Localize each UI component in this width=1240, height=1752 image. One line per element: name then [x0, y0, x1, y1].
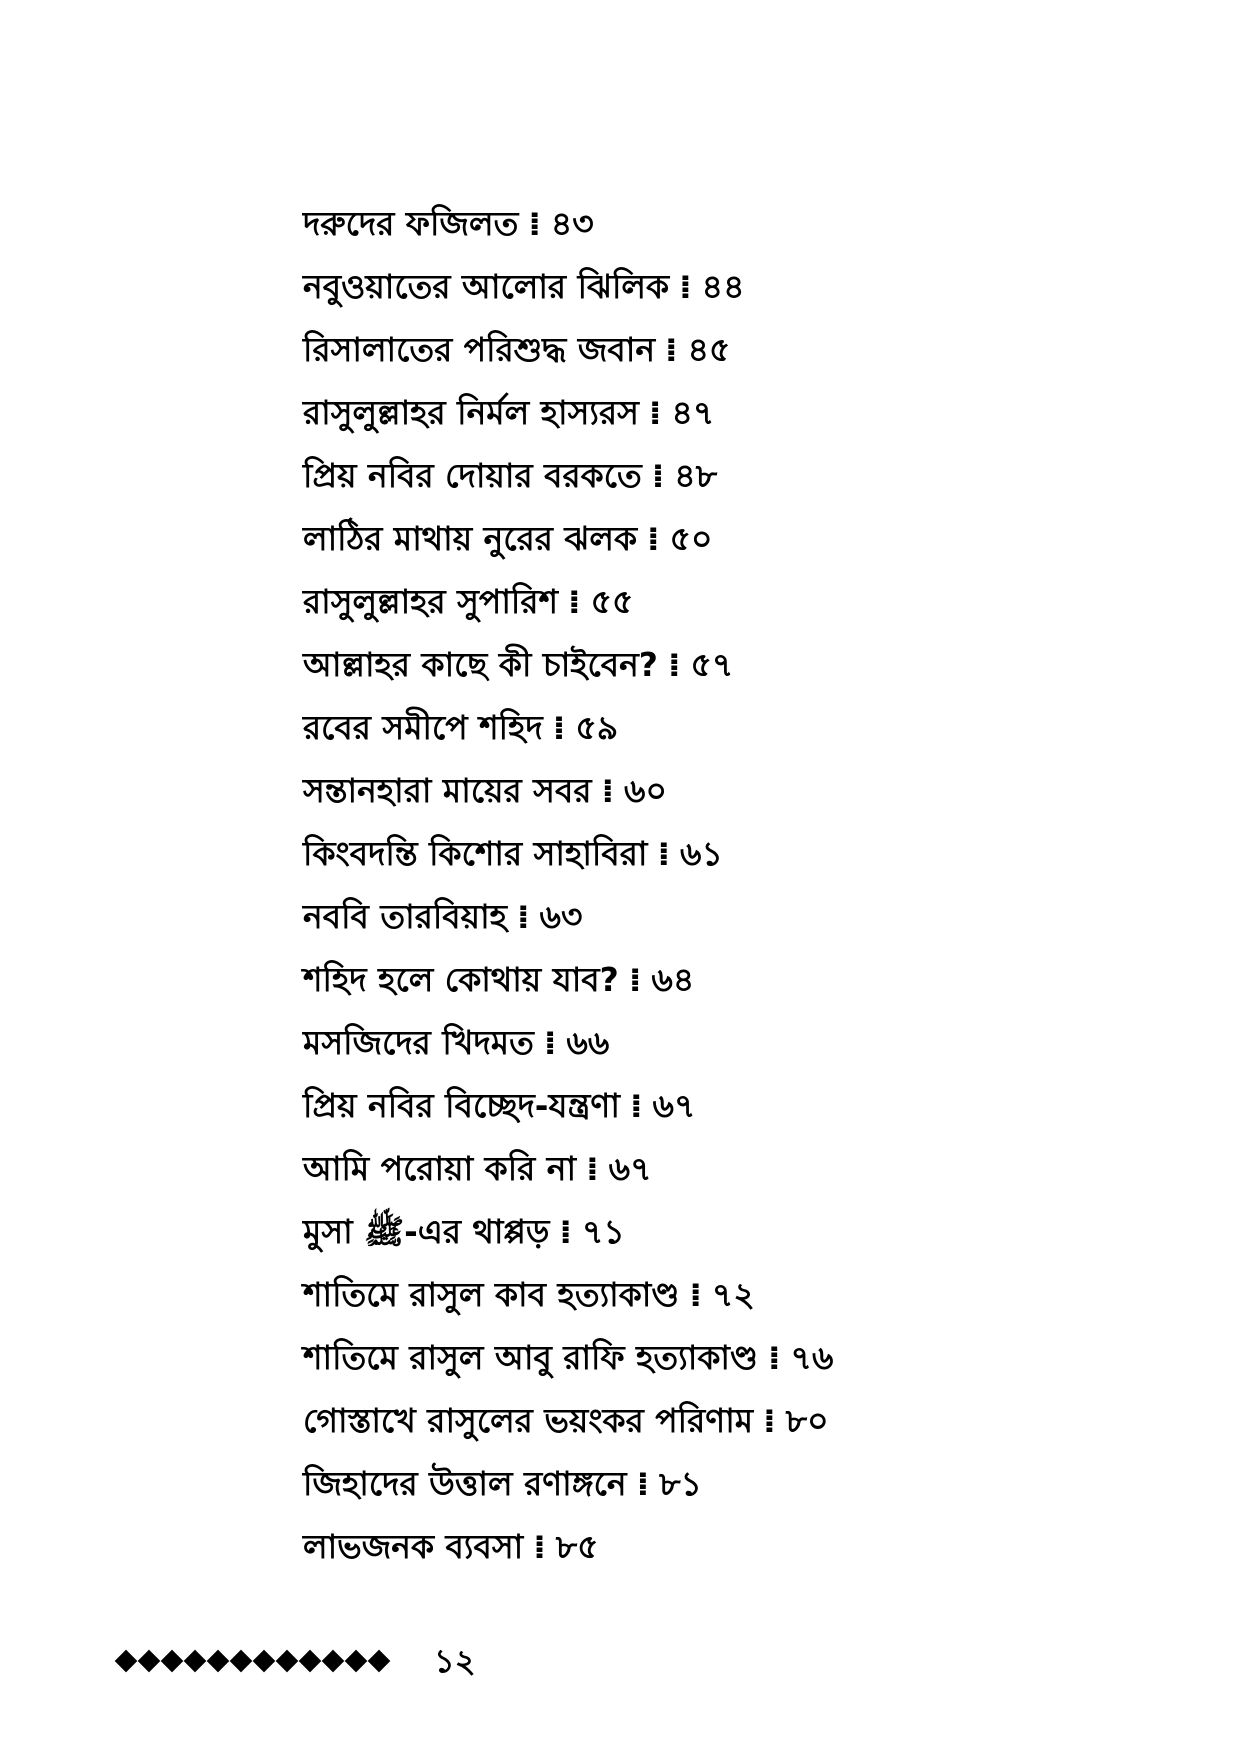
toc-entry	[303, 1326, 833, 1389]
toc-entry-title: দরুদের ফজিলত	[303, 204, 519, 243]
toc-separator: ⁞	[628, 960, 642, 999]
toc-entry	[303, 192, 833, 255]
toc-entry-page: ৬০	[624, 771, 667, 810]
toc-separator: ⁞	[568, 582, 581, 621]
toc-entry	[303, 444, 833, 507]
decorative-diamond-row	[118, 1653, 394, 1669]
toc-entry-page: ৮০	[785, 1401, 829, 1440]
toc-separator: ⁞	[601, 771, 615, 810]
toc-entry-title: রাসুলুল্লাহর সুপারিশ	[303, 582, 559, 621]
toc-entry-title: নবুওয়াতের আলোর ঝিলিক	[303, 267, 670, 306]
toc-entry	[303, 759, 833, 822]
diamond-ornament-icon	[138, 1650, 161, 1673]
toc-entry-title: শাতিমে রাসুল কাব হত্যাকাণ্ড	[303, 1275, 680, 1314]
toc-entry-title: লাঠির মাথায় নুরের ঝলক	[303, 519, 638, 558]
toc-entry	[303, 948, 833, 1011]
toc-entry-title: শহিদ হলে কোথায় যাব?	[303, 960, 619, 999]
toc-separator: ⁞	[648, 393, 662, 432]
toc-separator: ⁞	[528, 204, 541, 243]
toc-entry-page: ৫৭	[690, 645, 734, 684]
toc-entry	[303, 381, 833, 444]
diamond-ornament-icon	[184, 1650, 207, 1673]
toc-entry	[303, 507, 833, 570]
toc-separator: ⁞	[665, 330, 678, 369]
diamond-ornament-icon	[161, 1650, 184, 1673]
diamond-ornament-icon	[115, 1650, 138, 1673]
diamond-ornament-icon	[368, 1650, 391, 1673]
toc-entry-page: ৭১	[581, 1212, 625, 1251]
toc-entry	[303, 1074, 833, 1137]
toc-entry	[303, 633, 833, 696]
toc-entry-title: প্রিয় নবির বিচ্ছেদ-যন্ত্রণা	[303, 1086, 620, 1125]
toc-entry-title: সন্তানহারা মায়ের সবর	[303, 771, 592, 810]
toc-separator: ⁞	[586, 1149, 599, 1188]
toc-separator: ⁞	[763, 1401, 776, 1440]
toc-entry-page: ৪৭	[671, 393, 715, 432]
toc-entry-title: কিংবদন্তি কিশোর সাহাবিরা	[303, 834, 648, 873]
toc-entry	[303, 696, 833, 759]
toc-entry	[303, 255, 833, 318]
diamond-ornament-icon	[276, 1650, 299, 1673]
toc-entry-page: ৭৬	[790, 1338, 834, 1377]
toc-entry	[303, 318, 833, 381]
toc-separator: ⁞	[767, 1338, 781, 1377]
toc-entry	[303, 1137, 833, 1200]
toc-entry-title: গোস্তাখে রাসুলের ভয়ংকর পরিণাম	[303, 1401, 754, 1440]
toc-entry-page: ৮৫	[555, 1527, 599, 1566]
toc-separator: ⁞	[533, 1527, 546, 1566]
toc-entry-title: শাতিমে রাসুল আবু রাফি হত্যাকাণ্ড	[303, 1338, 758, 1377]
toc-separator: ⁞	[636, 1464, 650, 1503]
diamond-ornament-icon	[345, 1650, 368, 1673]
toc-entry	[303, 1389, 833, 1452]
toc-separator: ⁞	[657, 834, 670, 873]
toc-entry-page: ৮১	[659, 1464, 702, 1503]
toc-entry	[303, 1263, 833, 1326]
page-number: ১২	[434, 1642, 476, 1680]
toc-separator: ⁞	[689, 1275, 702, 1314]
toc-entry-title: প্রিয় নবির দোয়ার বরকতে	[303, 456, 642, 495]
diamond-ornament-icon	[230, 1650, 253, 1673]
toc-entry	[303, 1011, 833, 1074]
toc-entry-title: মুসা ﷺ-এর থাপ্পড়	[303, 1212, 550, 1251]
toc-entry	[303, 822, 833, 885]
diamond-ornament-icon	[207, 1650, 230, 1673]
toc-entry-page: ৪৩	[550, 204, 594, 243]
toc-separator: ⁞	[679, 267, 692, 306]
toc-entry-title: জিহাদের উত্তাল রণাঙ্গনে	[303, 1464, 627, 1503]
toc-separator: ⁞	[629, 1086, 643, 1125]
toc-entry	[303, 885, 833, 948]
toc-entry	[303, 570, 833, 633]
toc-entry-page: ৬৬	[566, 1023, 610, 1062]
toc-entry-title: রবের সমীপে শহিদ	[303, 708, 543, 747]
toc-entry-page: ৬১	[680, 834, 723, 873]
toc-entry-title: রাসুলুল্লাহর নির্মল হাস্যরস	[303, 393, 639, 432]
table-of-contents	[303, 192, 833, 1578]
toc-entry-page: ৬৭	[652, 1086, 696, 1125]
toc-separator: ⁞	[543, 1023, 557, 1062]
diamond-ornament-icon	[253, 1650, 276, 1673]
toc-separator: ⁞	[552, 708, 566, 747]
toc-entry-page: ৫০	[669, 519, 713, 558]
toc-entry-title: আল্লাহর কাছে কী চাইবেন?	[303, 645, 658, 684]
page-footer	[118, 1636, 476, 1686]
toc-separator: ⁞	[559, 1212, 572, 1251]
toc-entry-title: নববি তারবিয়াহ	[303, 897, 507, 936]
toc-separator: ⁞	[667, 645, 681, 684]
toc-entry-page: ৫৫	[590, 582, 634, 621]
toc-entry-page: ৬৪	[651, 960, 695, 999]
toc-entry-page: ৬৩	[539, 897, 583, 936]
toc-entry	[303, 1200, 833, 1263]
toc-entry-title: লাভজনক ব্যবসা	[303, 1527, 524, 1566]
toc-separator: ⁞	[647, 519, 660, 558]
toc-entry-title: মসজিদের খিদমত	[303, 1023, 534, 1062]
toc-separator: ⁞	[651, 456, 665, 495]
toc-entry-page: ৫৯	[575, 708, 619, 747]
toc-entry	[303, 1515, 833, 1578]
toc-entry-title: রিসালাতের পরিশুদ্ধ জবান	[303, 330, 656, 369]
toc-entry-page: ৪৮	[674, 456, 718, 495]
toc-entry-page: ৭২	[711, 1275, 755, 1314]
toc-entry-page: ৪৪	[701, 267, 745, 306]
toc-separator: ⁞	[517, 897, 530, 936]
toc-entry-page: ৪৫	[687, 330, 731, 369]
toc-entry-title: আমি পরোয়া করি না	[303, 1149, 577, 1188]
diamond-ornament-icon	[322, 1650, 345, 1673]
toc-entry	[303, 1452, 833, 1515]
toc-entry-page: ৬৭	[608, 1149, 652, 1188]
diamond-ornament-icon	[299, 1650, 322, 1673]
